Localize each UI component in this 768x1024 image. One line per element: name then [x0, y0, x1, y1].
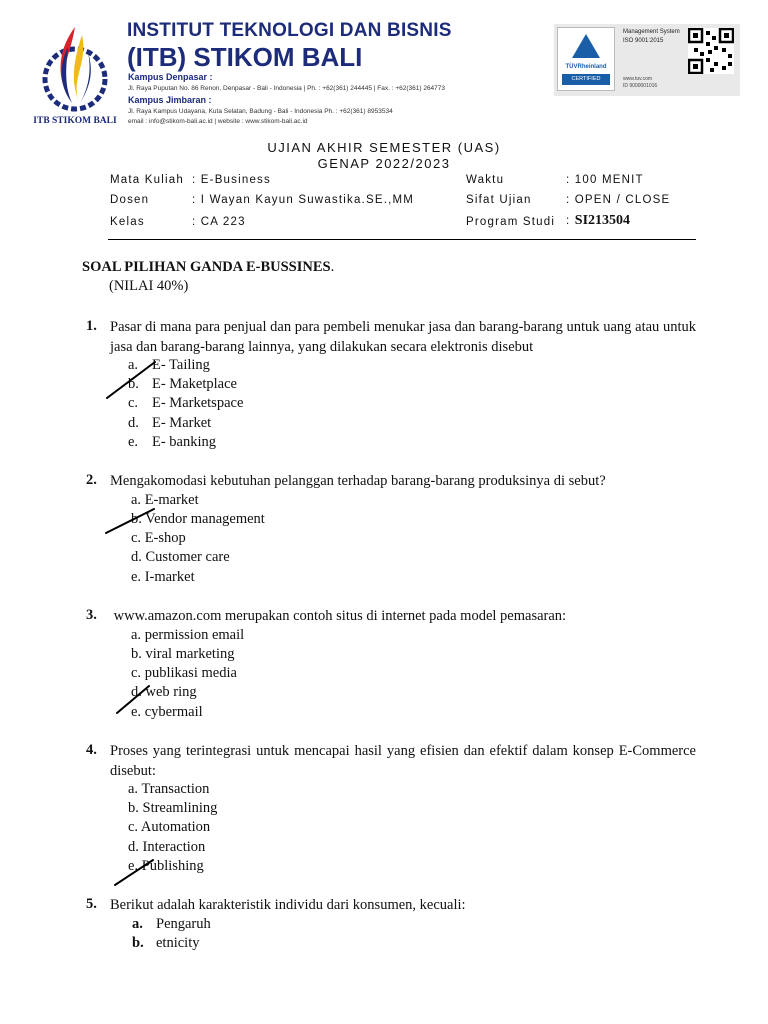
- option-letter: a.: [131, 627, 142, 643]
- question-text: Mengakomodasi kebutuhan pelanggan terhadap barang-barang produksinya di sebut?: [110, 473, 606, 489]
- option-text: Publishing: [141, 858, 204, 874]
- option-text: publikasi media: [144, 665, 237, 681]
- answer-option: [128, 839, 205, 856]
- option-text: E- Market: [152, 415, 212, 431]
- answer-option: [131, 530, 186, 547]
- itb-stikom-logo: [30, 17, 120, 127]
- option-text: Streamlining: [142, 800, 218, 816]
- campus-jimbaran-label: Kampus Jimbaran :: [128, 95, 212, 105]
- option-letter: b.: [132, 935, 144, 951]
- time-label: Waktu: [466, 174, 505, 186]
- campus-jimbaran-address: Jl. Raya Kampus Udayana, Kuta Selatan, Badung - Bali - Indonesia Ph. : +62(361) 8953534: [128, 108, 393, 115]
- option-letter: c.: [131, 530, 142, 546]
- option-letter: b.: [131, 511, 142, 527]
- option-letter: b.: [131, 646, 142, 662]
- option-text: I-market: [144, 569, 195, 585]
- option-text: permission email: [144, 627, 245, 643]
- question-number: 2.: [86, 472, 97, 488]
- question-text: Pasar di mana para penjual dan para pembeli menukar jasa dan barang-barang untuk uang atau untuk jasa dan barang-barang lainnya, yang dilakukan secara elektronis disebut: [110, 319, 696, 355]
- tuv-brand: TÜVRheinland: [565, 64, 607, 70]
- tuv-logo: [557, 27, 615, 91]
- answer-option: [131, 684, 197, 701]
- cert-system-text: Management System ISO 9001:2015: [623, 29, 680, 44]
- cert-id: ID 9000001016: [623, 82, 658, 89]
- section-title-text: SOAL PILIHAN GANDA E-BUSSINES: [82, 259, 331, 275]
- question-number: 3.: [86, 607, 97, 623]
- program-label: Program Studi: [466, 216, 556, 228]
- option-letter: e.: [128, 858, 139, 874]
- option-text: etnicity: [156, 935, 200, 951]
- answer-option: [131, 492, 199, 509]
- answer-option: [131, 627, 244, 644]
- iso-certification-badge: [554, 24, 740, 96]
- tuv-certified-label: CERTIFIED: [562, 74, 610, 85]
- contact-line: email : info@stikom-bali.ac.id | website : www.stikom-bali.ac.id: [128, 118, 308, 125]
- option-text: Automation: [140, 819, 211, 835]
- option-text: E- Maketplace: [152, 376, 237, 392]
- option-text: E- Tailing: [152, 357, 210, 373]
- letterhead: [30, 12, 740, 132]
- question-number: 5.: [86, 896, 97, 912]
- section-title: [82, 259, 334, 276]
- campus-denpasar-address: Jl. Raya Puputan No. 86 Renon, Denpasar - Bali - Indonesia | Ph. : +62(361) 244445 | Fax. : +62(361) 264773: [128, 85, 446, 92]
- option-text: E-shop: [144, 530, 186, 546]
- option-text: E- Marketspace: [152, 395, 244, 411]
- option-letter: d.: [128, 415, 139, 431]
- class-value: : CA 223: [192, 216, 246, 228]
- cert-footer: [623, 76, 657, 89]
- question-text: Proses yang terintegrasi untuk mencapai hasil yang efisien dan efektif dalam konsep E-Commerce disebut:: [110, 743, 696, 779]
- qr-code-icon: [688, 28, 734, 74]
- option-letter: c.: [128, 819, 139, 835]
- campus-denpasar-label: Kampus Denpasar :: [128, 72, 213, 82]
- option-letter: d.: [131, 549, 142, 565]
- option-text: Vendor management: [145, 511, 265, 527]
- option-text: viral marketing: [145, 646, 235, 662]
- answer-option: [131, 646, 234, 663]
- option-letter: a.: [131, 492, 142, 508]
- answer-option: [128, 819, 210, 836]
- option-text: Customer care: [145, 549, 230, 565]
- cert-site: www.tuv.com: [623, 76, 653, 82]
- answer-option: [128, 395, 243, 412]
- program-value: : SI213504: [566, 213, 631, 228]
- question-text: Berikut adalah karakteristik individu dari konsumen, kecuali:: [110, 897, 466, 913]
- option-letter: c.: [128, 395, 139, 411]
- option-letter: a.: [128, 781, 139, 797]
- section-score-note: (NILAI 40%): [109, 278, 189, 294]
- option-letter: d.: [131, 684, 142, 700]
- answer-option: [128, 858, 204, 875]
- program-code: SI213504: [574, 213, 631, 228]
- answer-option: [128, 415, 211, 432]
- option-letter: c.: [131, 665, 142, 681]
- answer-option: [131, 549, 230, 566]
- exam-title: UJIAN AKHIR SEMESTER (UAS): [267, 140, 501, 155]
- option-letter: a.: [132, 916, 143, 932]
- answer-option: [132, 916, 211, 933]
- lecturer-value: : I Wayan Kayun Suwastika.SE.,MM: [192, 194, 415, 206]
- answer-option: [128, 357, 210, 374]
- option-text: E- banking: [152, 434, 217, 450]
- institution-name: INSTITUT TEKNOLOGI DAN BISNIS: [127, 20, 452, 41]
- option-text: E-market: [144, 492, 199, 508]
- header-divider: [108, 239, 696, 240]
- option-text: web ring: [145, 684, 197, 700]
- option-letter: e.: [131, 704, 142, 720]
- course-label: Mata Kuliah: [110, 174, 184, 186]
- option-letter: e.: [131, 569, 142, 585]
- lecturer-label: Dosen: [110, 194, 150, 206]
- tuv-triangle-icon: [572, 34, 600, 58]
- question-number: 4.: [86, 742, 97, 758]
- answer-option: [128, 376, 237, 393]
- answer-option: [131, 511, 265, 528]
- answer-option: [132, 935, 200, 952]
- question-text: www.amazon.com merupakan contoh situs di internet pada model pemasaran:: [110, 608, 567, 624]
- institution-short-name: (ITB) STIKOM BALI: [127, 42, 363, 72]
- exam-nature-label: Sifat Ujian: [466, 194, 532, 206]
- answer-option: [128, 800, 217, 817]
- exam-subtitle: GENAP 2022/2023: [317, 156, 451, 171]
- flame-logo-icon: [30, 17, 120, 117]
- answer-option: [131, 704, 203, 721]
- option-letter: e.: [128, 434, 139, 450]
- answer-option: [131, 569, 195, 586]
- course-value: : E-Business: [192, 174, 271, 186]
- exam-nature-value: : OPEN / CLOSE: [566, 194, 671, 206]
- answer-option: [128, 781, 209, 798]
- option-letter: d.: [128, 839, 139, 855]
- option-text: Transaction: [141, 781, 210, 797]
- option-letter: a.: [128, 357, 139, 373]
- time-value: : 100 MENIT: [566, 174, 644, 186]
- logo-caption: ITB STIKOM BALI: [33, 116, 117, 126]
- option-letter: b.: [128, 800, 139, 816]
- class-label: Kelas: [110, 216, 145, 228]
- option-text: Interaction: [142, 839, 206, 855]
- answer-option: [131, 665, 237, 682]
- option-text: cybermail: [144, 704, 203, 720]
- question-number: 1.: [86, 318, 97, 334]
- section-title-period: .: [330, 259, 335, 275]
- option-text: Pengaruh: [156, 916, 211, 932]
- answer-option: [128, 434, 216, 451]
- option-letter: b.: [128, 376, 139, 392]
